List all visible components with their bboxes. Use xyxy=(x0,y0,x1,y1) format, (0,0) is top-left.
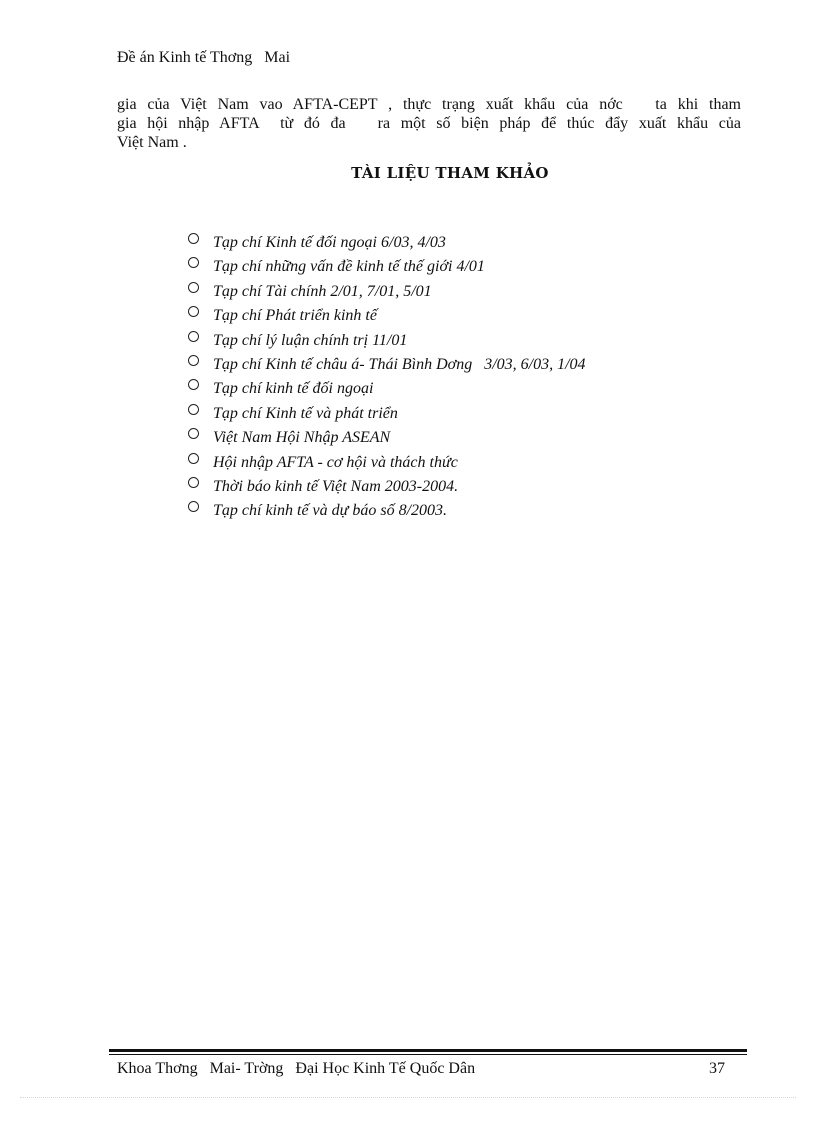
page-number: 37 xyxy=(709,1060,725,1077)
reference-text: Tạp chí những vấn đề kinh tế thế giới 4/01 xyxy=(213,258,485,276)
circle-bullet-icon xyxy=(188,306,199,317)
reference-text: Tạp chí Tài chính 2/01, 7/01, 5/01 xyxy=(213,282,432,300)
intro-line: gia hội nhập AFTA từ đó đa ra một số biện pháp để thúc đẩy xuất khẩu của xyxy=(117,115,741,132)
circle-bullet-icon xyxy=(188,428,199,439)
circle-bullet-icon xyxy=(188,379,199,390)
reference-text: Tạp chí kinh tế đối ngoại xyxy=(213,380,374,398)
circle-bullet-icon xyxy=(188,477,199,488)
list-item xyxy=(188,454,586,478)
reference-text: Tạp chí Kinh tế và phát triển xyxy=(213,404,398,422)
list-item xyxy=(188,307,586,331)
list-item xyxy=(188,429,586,453)
list-item xyxy=(188,234,586,258)
list-item xyxy=(188,332,586,356)
list-item xyxy=(188,478,586,502)
reference-text: Tạp chí lý luận chính trị 11/01 xyxy=(213,331,408,349)
reference-text: Tạp chí Kinh tế châu á- Thái Bình Dơng 3/03, 6/03, 1/04 xyxy=(213,355,586,373)
intro-line: gia của Việt Nam vao AFTA-CEPT , thực trạng xuất khẩu của nớc ta khi tham xyxy=(117,96,741,113)
circle-bullet-icon xyxy=(188,404,199,415)
reference-text: Tạp chí Kinh tế đối ngoại 6/03, 4/03 xyxy=(213,234,446,251)
reference-text: Tạp chí Phát triển kinh tế xyxy=(213,307,377,325)
circle-bullet-icon xyxy=(188,257,199,268)
references-heading: TÀI LIỆU THAM KHẢO xyxy=(351,164,549,182)
list-item xyxy=(188,502,586,526)
intro-line: Việt Nam . xyxy=(117,134,187,151)
footer-divider-thin xyxy=(109,1054,747,1055)
reference-text: Tạp chí kinh tế và dự báo số 8/2003. xyxy=(213,502,448,520)
list-item xyxy=(188,405,586,429)
reference-text: Thời báo kinh tế Việt Nam 2003-2004. xyxy=(213,477,459,495)
reference-text: Hội nhập AFTA - cơ hội và thách thức xyxy=(213,453,458,471)
list-item xyxy=(188,380,586,404)
page-edge-divider xyxy=(20,1097,796,1098)
circle-bullet-icon xyxy=(188,331,199,342)
circle-bullet-icon xyxy=(188,233,199,244)
footer-divider xyxy=(109,1049,747,1052)
list-item xyxy=(188,356,586,380)
circle-bullet-icon xyxy=(188,355,199,366)
circle-bullet-icon xyxy=(188,453,199,464)
intro-paragraph xyxy=(117,95,741,152)
header-title: Đề án Kinh tế Thơng Mai xyxy=(117,49,291,66)
list-item xyxy=(188,258,586,282)
footer-text: Khoa Thơng Mai- Trờng Đại Học Kinh Tế Quốc Dân xyxy=(117,1060,476,1077)
reference-text: Việt Nam Hội Nhập ASEAN xyxy=(213,429,391,447)
references-list xyxy=(188,234,586,527)
circle-bullet-icon xyxy=(188,501,199,512)
circle-bullet-icon xyxy=(188,282,199,293)
list-item xyxy=(188,283,586,307)
